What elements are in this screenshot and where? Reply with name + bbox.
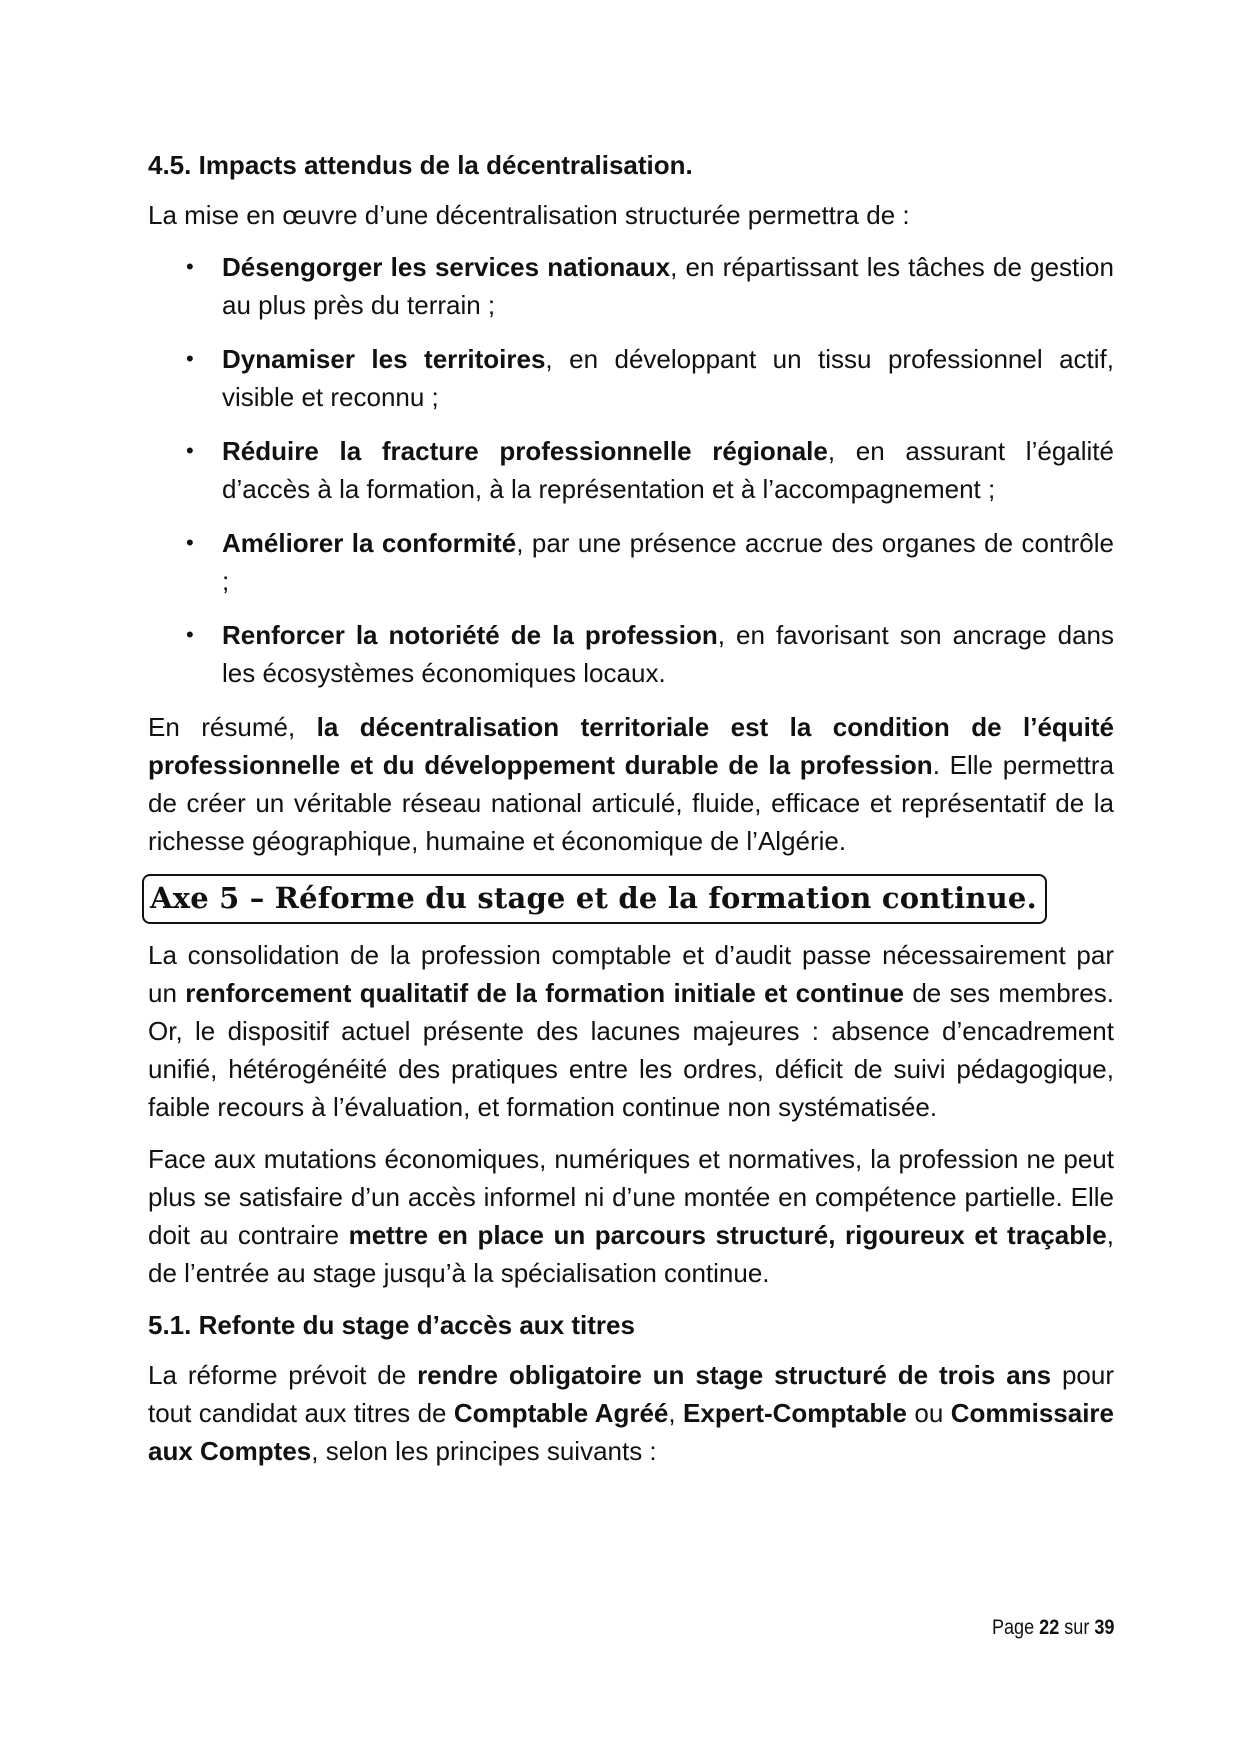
bold-text-run: Expert-Comptable (683, 1398, 907, 1428)
bullet-icon: • (186, 622, 194, 647)
impacts-list (148, 248, 1114, 692)
axe-5-title-box: Axe 5 – Réforme du stage et de la formation continue. (142, 874, 1047, 924)
section-heading-4-5: 4.5. Impacts attendus de la décentralisation. (148, 150, 693, 180)
bullet-icon: • (186, 438, 194, 463)
bullet-bold-text: Améliorer la conformité (222, 528, 517, 558)
bullet-text: , en répartissant les tâches de gestion au plus près du terrain ; (222, 252, 1114, 320)
text-run: En résumé, (148, 712, 317, 742)
list-item (148, 432, 1114, 508)
total-page-count: 39 (1093, 1616, 1114, 1639)
section-heading-5-1: 5.1. Refonte du stage d’accès aux titres (148, 1310, 635, 1340)
page-number-footer (991, 1616, 1114, 1640)
text-run: La réforme prévoit de (148, 1360, 418, 1390)
text-run: , (668, 1398, 684, 1428)
current-page-number: 22 (1038, 1616, 1059, 1639)
axe-5-paragraph-1 (148, 936, 1114, 1126)
section-5-1-paragraph (148, 1356, 1114, 1470)
text-run: , de l’entrée au stage jusqu’à la spécialisation continue. (148, 1220, 1115, 1288)
text-run: de ses membres. Or, le dispositif actuel présente des lacunes majeures : absence d’encadrement unifié, hétérogénéité des pratiques entre les ordres, déficit de suivi pédagogique, faible recours à l’évaluation, et formation continue non systématisée. (148, 978, 1114, 1122)
list-item (148, 616, 1114, 692)
summary-paragraph (148, 708, 1114, 860)
text-run: ou (906, 1398, 951, 1428)
footer-text: Page (991, 1616, 1039, 1639)
bullet-text: , en développant un tissu professionnel actif, visible et reconnu ; (222, 344, 1114, 412)
text-run: . Elle permettra de créer un véritable réseau national articulé, fluide, efficace et représentatif de la richesse géographique, humaine et économique de l’Algérie. (148, 750, 1115, 856)
bold-text-run: mettre en place un parcours structuré, rigoureux et traçable (348, 1220, 1107, 1250)
bold-text-run: renforcement qualitatif de la formation initiale et continue (185, 978, 904, 1008)
footer-text: sur (1058, 1616, 1094, 1639)
text-run: Face aux mutations économiques, numériques et normatives, la profession ne peut plus se satisfaire d’un accès informel ni d’une montée en compétence partielle. Elle doit au contraire (148, 1144, 1114, 1250)
text-run: La consolidation de la profession comptable et d’audit passe nécessairement par un (148, 940, 1114, 1008)
bullet-bold-text: Renforcer la notoriété de la profession (222, 620, 718, 650)
bullet-text: , en favorisant son ancrage dans les écosystèmes économiques locaux. (222, 620, 1114, 688)
text-run: pour tout candidat aux titres de (148, 1360, 1115, 1428)
document-page (148, 146, 1114, 1484)
bullet-icon: • (186, 530, 194, 555)
bold-text-run: Commissaire aux Comptes (148, 1398, 1115, 1466)
bullet-text: , en assurant l’égalité d’accès à la formation, à la représentation et à l’accompagnement ; (222, 436, 1114, 504)
text-run: , selon les principes suivants : (311, 1436, 657, 1466)
bold-text-run: la décentralisation territoriale est la condition de l’équité professionnelle et du développement durable de la profession (148, 712, 1115, 780)
bullet-icon: • (186, 346, 194, 371)
bullet-text: , par une présence accrue des organes de contrôle ; (222, 528, 1114, 596)
bold-text-run: rendre obligatoire un stage structuré de trois ans (417, 1360, 1052, 1390)
list-item (148, 248, 1114, 324)
bullet-bold-text: Désengorger les services nationaux (222, 252, 671, 282)
list-item (148, 340, 1114, 416)
bullet-bold-text: Dynamiser les territoires (222, 344, 546, 374)
bullet-icon: • (186, 254, 194, 279)
section-intro: La mise en œuvre d’une décentralisation structurée permettra de : (148, 200, 910, 230)
bullet-bold-text: Réduire la fracture professionnelle régionale (222, 436, 828, 466)
bold-text-run: Comptable Agréé (453, 1398, 669, 1428)
list-item (148, 524, 1114, 600)
axe-5-paragraph-2 (148, 1140, 1114, 1292)
